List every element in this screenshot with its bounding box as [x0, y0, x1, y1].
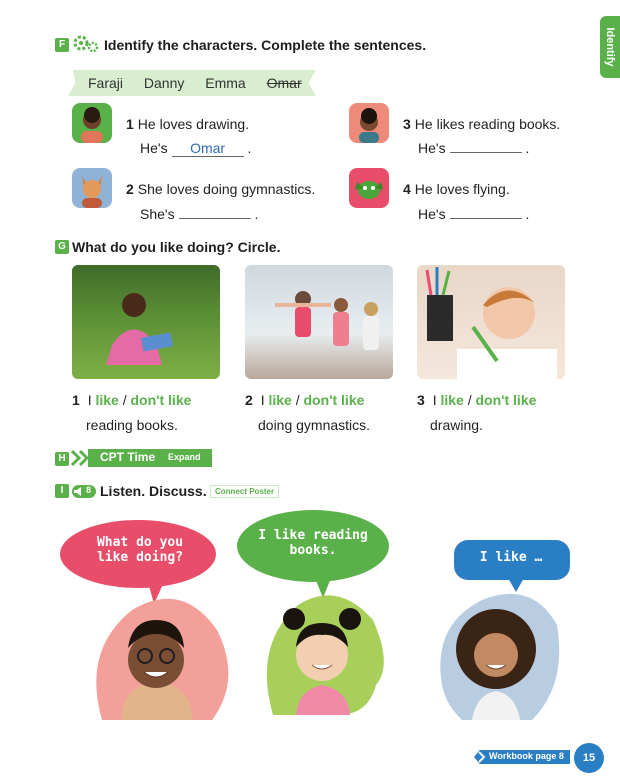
chevron-right-icon	[477, 751, 487, 763]
bubble-green-text	[253, 528, 373, 558]
name-danny: Danny	[143, 75, 185, 91]
portrait-girl-curly	[432, 585, 562, 720]
section-f-badge: F	[55, 38, 69, 52]
page-number: 15	[574, 743, 604, 773]
bubble-green-line-1: I like reading	[258, 528, 368, 543]
connect-poster-tag: Connect Poster	[210, 485, 279, 498]
item-4-prefix: He's	[418, 206, 446, 222]
section-g-instruction: What do you like doing? Circle.	[72, 239, 281, 255]
g-item-1-pre: I	[87, 392, 92, 408]
section-f-instruction: Identify the characters. Complete the sentences.	[104, 37, 427, 53]
item-3-prefix: He's	[418, 140, 446, 156]
g-item-3-like-option[interactable]: like	[440, 392, 464, 408]
g-item-2-separator: /	[295, 392, 300, 408]
speaker-icon	[74, 487, 84, 496]
g-item-1-dont-like-option[interactable]: don't like	[130, 392, 192, 408]
section-i-instruction: Listen. Discuss.	[100, 483, 207, 499]
side-tab-label: Identify	[604, 27, 616, 67]
item-2-answer-line: She's .	[140, 206, 259, 222]
g-item-3-activity: drawing.	[430, 417, 483, 433]
name-emma: Emma	[205, 75, 246, 91]
avatar-dragon	[349, 168, 389, 208]
item-4-sentence-line	[403, 181, 510, 197]
item-1-sentence-line	[126, 116, 249, 132]
g-item-3-separator: /	[467, 392, 472, 408]
photo-girl-reading	[72, 265, 220, 379]
item-1-prefix: He's	[140, 140, 168, 156]
item-2-sentence-line	[126, 181, 315, 197]
avatar-fox-girl	[72, 168, 112, 208]
g-item-1-activity: reading books.	[86, 417, 178, 433]
cpt-expand-tag: Expand	[168, 452, 201, 462]
item-3-answer-line: He's .	[418, 140, 530, 156]
item-1-answer-line: He's Omar .	[140, 140, 252, 156]
audio-track-number: 8	[86, 485, 92, 495]
item-3-number: 3	[403, 116, 411, 132]
g-item-1-separator: /	[122, 392, 127, 408]
workbook-page-label: Workbook page 8	[489, 751, 564, 761]
item-3-blank[interactable]	[450, 140, 522, 153]
bubble-pink-line-2: like doing?	[96, 550, 184, 565]
bubble-blue-text	[455, 550, 567, 565]
item-4-answer-line: He's .	[418, 206, 530, 222]
g-item-3-pre: I	[432, 392, 437, 408]
bubble-blue-line-1: I like …	[479, 550, 543, 565]
item-2-prefix: She's	[140, 206, 175, 222]
g-item-2-number: 2	[245, 392, 253, 408]
name-faraji: Faraji	[88, 75, 124, 91]
section-g-badge: G	[55, 240, 69, 254]
portrait-man-glasses	[82, 590, 230, 720]
item-3-sentence-line	[403, 116, 560, 132]
g-item-3-dont-like-option[interactable]: don't like	[475, 392, 537, 408]
photo-kids-gymnastics	[245, 265, 393, 379]
item-4-number: 4	[403, 181, 411, 197]
g-item-2-activity: doing gymnastics.	[258, 417, 371, 433]
g-item-1-choice	[72, 392, 191, 408]
name-omar-struck: Omar	[266, 75, 302, 91]
cpt-time-bar	[88, 449, 212, 467]
bubble-pink-text	[78, 535, 202, 565]
item-1-answer[interactable]: Omar	[172, 140, 244, 157]
audio-track-button[interactable]	[72, 485, 96, 498]
item-1-sentence: He loves drawing.	[137, 116, 250, 132]
chevron-arrows-icon	[70, 449, 90, 467]
g-item-1-like-option[interactable]: like	[95, 392, 119, 408]
item-2-number: 2	[126, 181, 134, 197]
avatar-boy-reading	[349, 103, 389, 143]
bubble-green-line-2: books.	[289, 543, 337, 558]
side-tab-identify	[600, 16, 620, 78]
g-item-2-dont-like-option[interactable]: don't like	[303, 392, 365, 408]
g-item-2-choice	[245, 392, 364, 408]
item-2-sentence: She loves doing gymnastics.	[137, 181, 316, 197]
bubble-pink-line-1: What do you	[96, 535, 184, 550]
item-4-blank[interactable]	[450, 206, 522, 219]
portrait-girl-buns	[258, 585, 388, 717]
item-4-sentence: He loves flying.	[414, 181, 510, 197]
names-list	[88, 75, 319, 91]
g-item-3-number: 3	[417, 392, 425, 408]
section-h-badge: H	[55, 452, 69, 466]
item-3-sentence: He likes reading books.	[414, 116, 561, 132]
g-item-2-pre: I	[260, 392, 265, 408]
cpt-time-title: CPT Time	[100, 450, 156, 464]
g-item-1-number: 1	[72, 392, 80, 408]
section-i-badge: I	[55, 484, 69, 498]
g-item-2-like-option[interactable]: like	[268, 392, 292, 408]
g-item-3-choice	[417, 392, 536, 408]
item-2-blank[interactable]	[179, 206, 251, 219]
gears-icon	[72, 34, 100, 54]
item-1-number: 1	[126, 116, 134, 132]
avatar-boy-drawing	[72, 103, 112, 143]
photo-boy-drawing	[417, 265, 565, 379]
